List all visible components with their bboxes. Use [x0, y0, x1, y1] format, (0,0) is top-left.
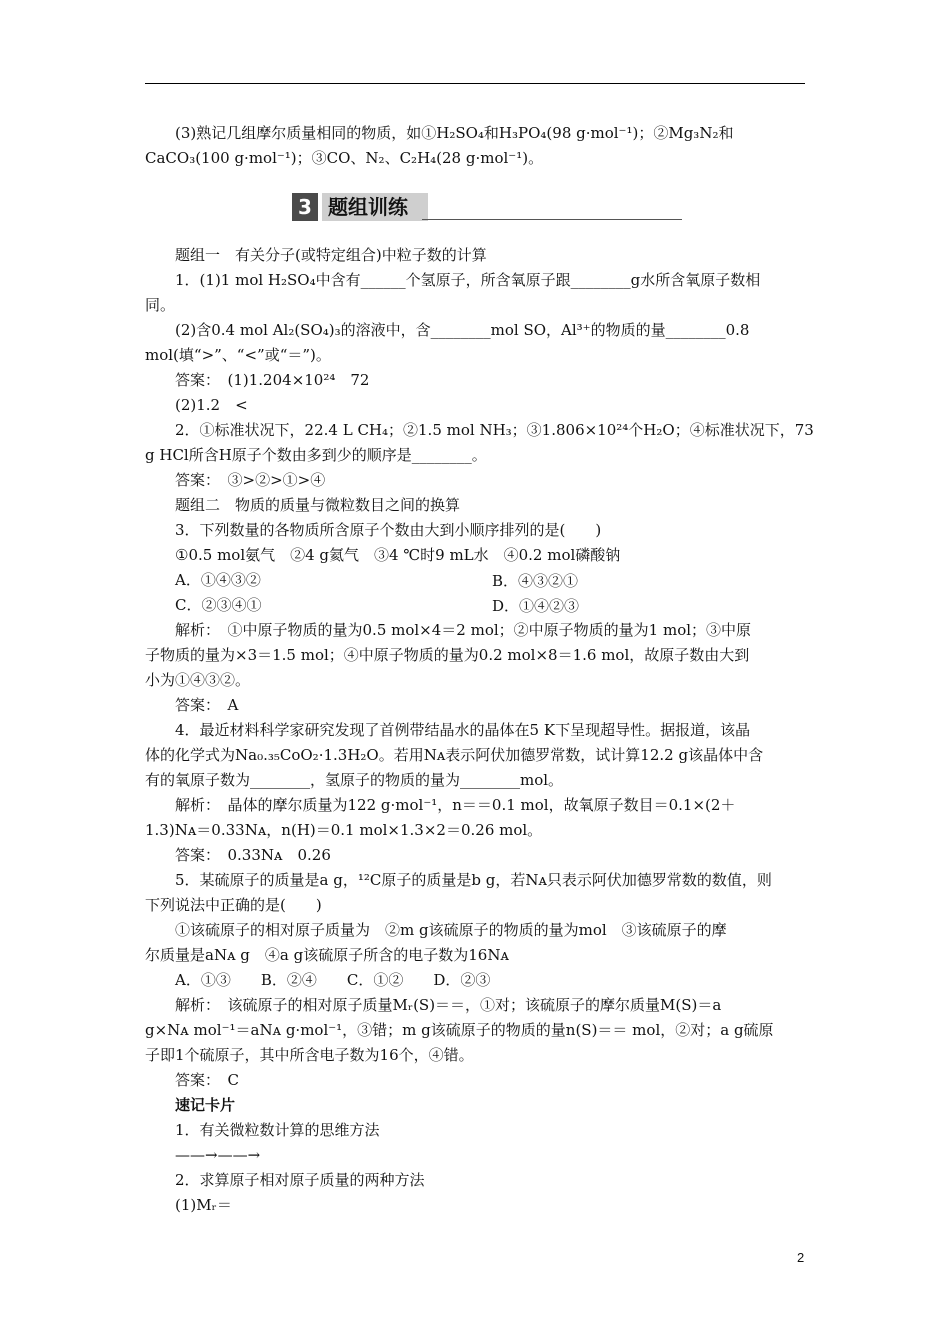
- q5-analysis-2: g×Nᴀ mol⁻¹＝aNᴀ g·mol⁻¹，③错；m g该硫原子的物质的量n(S)＝＝ mol，②对；a g硫原: [145, 1021, 774, 1039]
- q4-analysis-2: 1.3)Nᴀ＝0.33Nᴀ，n(H)＝0.1 mol×1.3×2＝0.26 mol。: [145, 821, 543, 839]
- group-2-title: 题组二 物质的质量与微粒数目之间的换算: [175, 496, 461, 514]
- card-formula: (1)Mᵣ＝: [175, 1196, 232, 1214]
- section-number: 3: [292, 193, 318, 221]
- q3-option-c: C．②③④①: [175, 596, 262, 614]
- section-underline: [422, 219, 682, 220]
- page-number: 2: [797, 1250, 805, 1265]
- q1-answer-2: (2)1.2 <: [175, 396, 248, 414]
- q5-items-2: 尔质量是aNᴀ g ④a g该硫原子所含的电子数为16Nᴀ: [145, 946, 509, 964]
- q4-answer: 答案： 0.33Nᴀ 0.26: [175, 846, 331, 864]
- group-1-title: 题组一 有关分子(或特定组合)中粒子数的计算: [175, 246, 487, 264]
- q3-analysis-2: 子物质的量为×3＝1.5 mol；④中原子物质的量为0.2 mol×8＝1.6 mol，故原子数由大到: [145, 646, 750, 664]
- q1-line-1: 1．(1)1 mol H₂SO₄中含有______个氢原子，所含氧原子跟________g水所含氧原子数相: [175, 271, 761, 289]
- header-rule: [145, 83, 805, 84]
- q4-line-1: 4．最近材料科学家研究发现了首例带结晶水的晶体在5 K下呈现超导性。据报道，该晶: [175, 721, 751, 739]
- q3-option-a: A．①④③②: [175, 571, 261, 589]
- q2-line-1: 2．①标准状况下，22.4 L CH₄；②1.5 mol NH₃；③1.806×10²⁴个H₂O；④标准状况下，73: [175, 421, 814, 439]
- q5-items-1: ①该硫原子的相对原子质量为 ②m g该硫原子的物质的量为mol ③该硫原子的摩: [175, 921, 727, 939]
- q3-answer: 答案： A: [175, 696, 239, 714]
- q1-answer: 答案： (1)1.204×10²⁴ 72: [175, 371, 370, 389]
- q3-stem: 3．下列数量的各物质所含原子个数由大到小顺序排列的是( ): [175, 521, 602, 539]
- q5-analysis-3: 子即1个硫原子，其中所含电子数为16个，④错。: [145, 1046, 474, 1064]
- q4-analysis-1: 解析： 晶体的摩尔质量为122 g·mol⁻¹，n＝＝0.1 mol，故氧原子数目＝0.1×(2＋: [175, 796, 736, 814]
- q3-analysis-1: 解析： ①中原子物质的量为0.5 mol×4＝2 mol；②中原子物质的量为1 mol；③中原: [175, 621, 752, 639]
- q2-line-2: g HCl所含H原子个数由多到少的顺序是________。: [145, 446, 487, 464]
- q5-answer: 答案： C: [175, 1071, 239, 1089]
- q5-line-2: 下列说法中正确的是( ): [145, 896, 322, 914]
- q5-options: A．①③ B．②④ C．①② D．②③: [175, 971, 491, 989]
- intro-line-1: (3)熟记几组摩尔质量相同的物质，如①H₂SO₄和H₃PO₄(98 g·mol⁻¹)；②Mg₃N₂和: [175, 124, 734, 142]
- q3-option-b: B．④③②①: [492, 572, 579, 590]
- q5-analysis-1: 解析： 该硫原子的相对原子质量Mᵣ(S)＝＝，①对；该硫原子的摩尔质量M(S)＝a: [175, 996, 722, 1014]
- q4-line-3: 有的氧原子数为________，氢原子的物质的量为________mol。: [145, 771, 564, 789]
- q5-line-1: 5．某硫原子的质量是a g，¹²C原子的质量是b g，若Nᴀ只表示阿伏加德罗常数的数值，则: [175, 871, 772, 889]
- q4-line-2: 体的化学式为Na₀.₃₅CoO₂·1.3H₂O。若用Nᴀ表示阿伏加德罗常数，试计算12.2 g该晶体中含: [145, 746, 764, 764]
- intro-line-2: CaCO₃(100 g·mol⁻¹)；③CO、N₂、C₂H₄(28 g·mol⁻¹)。: [145, 149, 544, 167]
- q1-line-2: 同。: [145, 296, 176, 314]
- q3-option-d: D．①④②③: [492, 597, 580, 615]
- card-arrows: ——→——→: [175, 1146, 261, 1164]
- card-item-1: 1．有关微粒数计算的思维方法: [175, 1121, 380, 1139]
- card-item-2: 2．求算原子相对原子质量的两种方法: [175, 1171, 425, 1189]
- q1-line-4: mol(填“>”、“<”或“＝”)。: [145, 346, 331, 364]
- section-header: [292, 193, 692, 223]
- quick-card-title: 速记卡片: [175, 1096, 236, 1114]
- q1-line-3: (2)含0.4 mol Al₂(SO₄)₃的溶液中，含________mol SO，Al³⁺的物质的量________0.8: [175, 321, 750, 339]
- q3-items: ①0.5 mol氨气 ②4 g氦气 ③4 ℃时9 mL水 ④0.2 mol磷酸钠: [175, 546, 621, 564]
- section-title: 题组训练: [322, 193, 428, 221]
- q2-answer: 答案： ③>②>①>④: [175, 471, 326, 489]
- q3-analysis-3: 小为①④③②。: [145, 671, 251, 689]
